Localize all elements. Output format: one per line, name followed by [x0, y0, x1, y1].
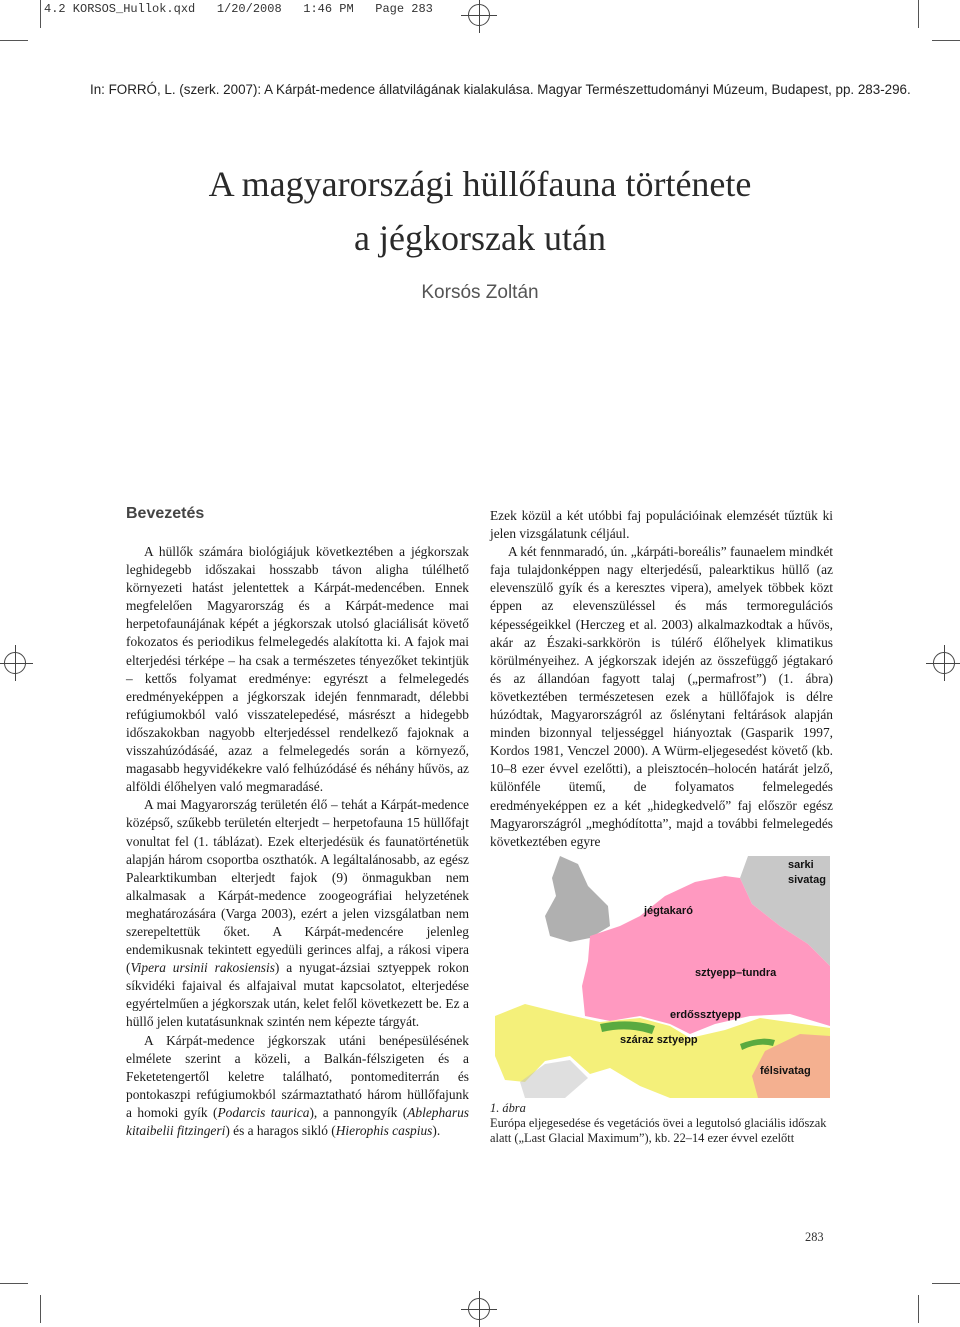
crop-mark: [0, 1283, 28, 1284]
crop-mark: [918, 0, 919, 28]
figure-number: 1. ábra: [490, 1101, 526, 1115]
crop-mark: [0, 40, 28, 41]
crop-mark: [40, 0, 41, 28]
paragraph: A hüllők számára biológiájuk következtében a jégkorszak leghidegebb időszakai hosszabb távon aligha túlélhető környezeti hatást jelentettek a Kárpát-medencében. Ennek megfelelően Magyarország és a Kárpát-medence mai herpetofaunájának képét a jégkorszak utolsó glaciálisát követő fokozatos és periodikus felmelegedés alakította ki. A fajok mai elterjedési térképe – ha csak a természetes tényezőket tekintjük – kettős folyamat eredménye: egyrészt a felmelegedés eredményeképpen a jégkorszak idején fennmaradt, délebbi refúgiumokból való visszatelepedésé, másrészt a hidegebb időszakokban nagyobb elterjedéssel rendelkező fajoknak a visszahúzódásáé, azaz a felmelegedés során a környező, magasabb hegyvidékekre való felhúzódásé és néhány hűvös, az alföldi élőhelyen való megmaradásé.: [126, 544, 469, 795]
label-sztyepp-tundra: sztyepp–tundra: [695, 967, 777, 979]
label-sivatag: sivatag: [788, 874, 826, 886]
citation: In: FORRÓ, L. (szerk. 2007): A Kárpát-medence állatvilágának kialakulása. Magyar Természettudományi Múzeum, Budapest, pp. 283-296.: [90, 82, 911, 97]
label-erdossztyepp: erdőssztyepp: [670, 1009, 741, 1021]
article-title-line-1: A magyarországi hüllőfauna története: [208, 164, 752, 204]
label-sarki: sarki: [788, 859, 814, 871]
figure-caption-text: Európa eljegesedése és vegetációs övei a legutolsó glaciális időszak alatt („Last Glacial Maximum”), kb. 22–14 ezer évvel ezelőtt: [490, 1116, 827, 1145]
paragraph: A Kárpát-medence jégkorszak utáni benépesülésének elmélete szerint a közeli, a Balkán-félszigeten és a Feketetengertől keletre található, pontomediterrán és pontokaszpi refúgiumokból származtatható három hüllőfajunk a homoki gyík (Podarcis taurica), a pannongyík (Ablepharus kitaibelii fitzingeri) és a haragos sikló (Hierophis caspius).: [126, 1032, 469, 1138]
crop-mark: [918, 1295, 919, 1323]
paragraph: Ezek közül a két utóbbi faj populációinak elemzését tűztük ki jelen vizsgálatunk céljául.: [490, 508, 833, 542]
right-column: [490, 507, 833, 851]
page-number: 283: [805, 1230, 824, 1244]
label-jegtakaro: jégtakaró: [644, 905, 693, 917]
figure-caption: [490, 1101, 835, 1146]
section-heading: Bevezetés: [126, 505, 205, 522]
crop-mark: [932, 1283, 960, 1284]
paragraph: A mai Magyarország területén élő – tehát a Kárpát-medence középső, szűkebb területén elterjedt – herpetofauna 15 hüllőfajt vonultat fel (1. táblázat). Ezek elterjedésük és faunatörténetük alapján három csoportba oszthatók. A legáltalánosabb, az egész Palearktikumban elterjedt fajok (9) önmagukban nem alkalmasak a Kárpát-medence zoogeográfiai helyzetének meghatározására (Varga 2003), ezért a jelen vizsgálatban nem szerepeltettük őket. A Kárpát-medencére jelenleg endemikusnak tekintett egyedüli gerinces alfaj, a rákosi vipera (Vipera ursinii rakosiensis) a nyugat-ázsiai sztyeppek rokon síkvidéki fajaival és alfajaival mutat kapcsolatot, elterjedése egyértelműen a jégkorszak után, kelet felől következett be. Ez a hüllő jelen kutatásunknak szintén nem képezte tárgyát.: [126, 797, 469, 1030]
article-title-line-2: a jégkorszak után: [354, 218, 606, 258]
label-szaraz-sztyepp: száraz sztyepp: [620, 1034, 698, 1046]
label-felsivatag: félsivatag: [760, 1065, 811, 1077]
print-slug: 4.2 KORSOS_Hullok.qxd 1/20/2008 1:46 PM Page 283: [44, 2, 433, 16]
vegetation-map: [490, 856, 830, 1098]
left-column: [126, 543, 469, 1140]
registration-mark-icon: [933, 652, 955, 674]
registration-mark-icon: [4, 652, 26, 674]
registration-mark-icon: [468, 1298, 490, 1320]
registration-mark-icon: [468, 4, 490, 26]
crop-mark: [932, 40, 960, 41]
paragraph: A két fennmaradó, ún. „kárpáti-boreális” faunaelem mindkét faja tulajdonképpen nagy elterjedésű, palearktikus hüllő (az elevenszülő gyík és a keresztes vipera), amelyek többek közt éppen az elevenszüléssel és más termoregulációs képességeikkel (Herczeg et al. 2003) alkalmazkodtak a hűvös, akár az Északi-sarkkörön is túlérő élőhelyek klimatikus körülményeihez. A jégkorszak idején az összefüggő jégtakaró és az állandóan fagyott talaj („permafrost”) (1. ábra) következtében természetesen ezek a hüllőfajok is délre húzódtak, Magyarországról az őslénytani feltárások alapján minden bizonnyal teljességgel hiányoztak (Gasparik 1997, Kordos 1981, Venczel 2000). A Würm-eljegesedést követő (kb. 10–8 ezer évvel ezelőtti), a pleisztocén–holocén határát jelző, különféle ütemű, de folyamatos felmelegedés eredményeképpen ez a két „hidegkedvelő” faj először egész Magyarországról „meghódította”, majd a további felmelegedés következtében egyre: [490, 544, 833, 849]
author: Korsós Zoltán: [421, 282, 539, 303]
crop-mark: [40, 1295, 41, 1323]
